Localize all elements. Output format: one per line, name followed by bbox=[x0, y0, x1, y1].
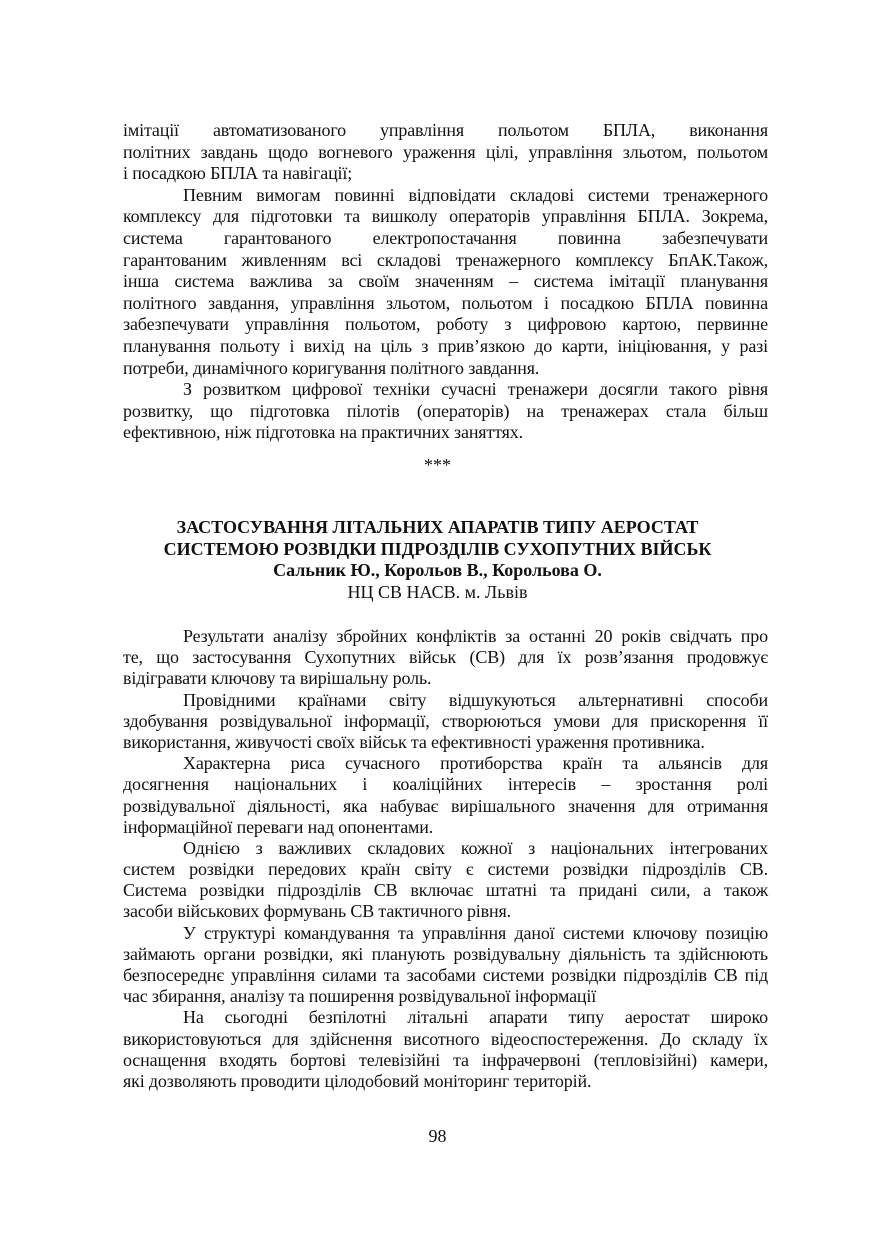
article-title bbox=[0, 517, 875, 582]
text-line: система гарантованого електропостачання повинна забезпечувати bbox=[123, 227, 768, 248]
text-line: засоби військових формувань СВ тактичного рівня. bbox=[123, 901, 511, 922]
text-line: використовуються для здійснення висотного відеоспостереження. До складу їх bbox=[123, 1028, 768, 1049]
text-line: досягнення національних і коаліційних інтересів – зростання ролі bbox=[123, 774, 768, 795]
text-line: використання, живучості своїх військ та ефективності ураження противника. bbox=[123, 731, 705, 752]
text-line: оснащення входять бортові телевізійні та інфрачервоні (тепловізійні) камери, bbox=[123, 1049, 768, 1070]
text-line: політних завдань щодо вогневого ураження цілі, управління зльотом, польотом bbox=[123, 141, 768, 162]
text-line: У структурі командування та управління даної системи ключову позицію bbox=[183, 922, 768, 943]
text-line: розвідувальної діяльності, яка набуває вирішального значення для отримання bbox=[123, 795, 768, 816]
text-line: На сьогодні безпілотні літальні апарати типу аеростат широко bbox=[183, 1007, 768, 1028]
text-line: Певним вимогам повинні відповідати складові системи тренажерного bbox=[183, 184, 768, 205]
paragraph bbox=[123, 379, 768, 444]
text-line: Провідними країнами світу відшукуються альтернативні способи bbox=[183, 689, 768, 710]
text-line: безпосереднє управління силами та засобами системи розвідки підрозділів СВ під bbox=[123, 965, 768, 985]
text-line: забезпечувати управління польотом, роботу з цифровою картою, первинне bbox=[123, 314, 768, 335]
article-body bbox=[123, 626, 768, 1092]
text-line: відігравати ключову та вирішальну роль. bbox=[123, 668, 432, 689]
text-line: політного завдання, управління зльотом, польотом і посадкою БПЛА повинна bbox=[123, 292, 768, 313]
text-line: і посадкою БПЛА та навігації; bbox=[123, 163, 353, 184]
article-affiliation: НЦ СВ НАСВ. м. Львів bbox=[347, 582, 528, 602]
text-line: З розвитком цифрової техніки сучасні тренажери досягли такого рівня bbox=[183, 379, 768, 400]
section-separator: *** bbox=[424, 455, 451, 475]
text-line: Однією з важливих складових кожної з національних інтегрованих bbox=[183, 837, 768, 858]
paragraph bbox=[123, 923, 768, 1008]
article-title-line: ЗАСТОСУВАННЯ ЛІТАЛЬНИХ АПАРАТІВ ТИПУ АЕРОСТАТ bbox=[176, 517, 699, 537]
paragraph bbox=[123, 626, 768, 690]
text-line: систем розвідки передових країн світу є системи розвідки підрозділів СВ. bbox=[123, 859, 768, 880]
text-line: інформаційної переваги над опонентами. bbox=[123, 816, 434, 837]
text-line: здобування розвідувальної інформації, створюються умови для прискорення її bbox=[123, 710, 768, 731]
text-line: Результати аналізу збройних конфліктів за останні 20 років свідчать про bbox=[183, 626, 768, 646]
text-line: те, що застосування Сухопутних військ (СВ) для їх розв’язання продовжує bbox=[123, 647, 768, 668]
text-line: Характерна риса сучасного протиборства країн та альянсів для bbox=[183, 753, 768, 774]
text-line: розвитку, що підготовка пілотів (операторів) на тренажерах стала більш bbox=[123, 400, 768, 421]
paragraph bbox=[123, 120, 768, 185]
paragraph bbox=[123, 1007, 768, 1092]
text-line: потреби, динамічного коригування політного завдання. bbox=[123, 357, 540, 378]
text-line: інша система важлива за своїм значенням – система імітації планування bbox=[123, 271, 768, 292]
text-line: гарантованим живленням всі складові тренажерного комплексу БпАК.Також, bbox=[123, 249, 768, 270]
paragraph bbox=[123, 690, 768, 754]
text-line: імітації автоматизованого управління польотом БПЛА, виконання bbox=[123, 120, 768, 140]
text-line: комплексу для підготовки та вишколу операторів управління БПЛА. Зокрема, bbox=[123, 206, 768, 227]
text-line: Система розвідки підрозділів СВ включає штатні та придані сили, а також bbox=[123, 880, 768, 901]
text-line: планування польоту і вихід на ціль з прив’язкою до карти, ініціювання, у разі bbox=[123, 335, 768, 356]
text-line: які дозволяють проводити цілодобовий моніторинг територій. bbox=[123, 1070, 592, 1091]
page-number: 98 bbox=[428, 1126, 447, 1146]
paragraph bbox=[123, 753, 768, 838]
intro-text bbox=[123, 120, 768, 444]
paragraph bbox=[123, 838, 768, 923]
article-authors: Сальник Ю., Корольов В., Корольова О. bbox=[273, 560, 602, 581]
text-line: час збирання, аналізу та поширення розвідувальної інформації bbox=[123, 986, 597, 1007]
article-title-line: СИСТЕМОЮ РОЗВІДКИ ПІДРОЗДІЛІВ СУХОПУТНИХ ВІЙСЬК bbox=[163, 538, 712, 559]
text-line: ефективною, ніж підготовка на практичних заняттях. bbox=[123, 422, 523, 443]
text-line: займають органи розвідки, які планують розвідувальну діяльність та здійснюють bbox=[123, 943, 768, 964]
paragraph bbox=[123, 185, 768, 379]
